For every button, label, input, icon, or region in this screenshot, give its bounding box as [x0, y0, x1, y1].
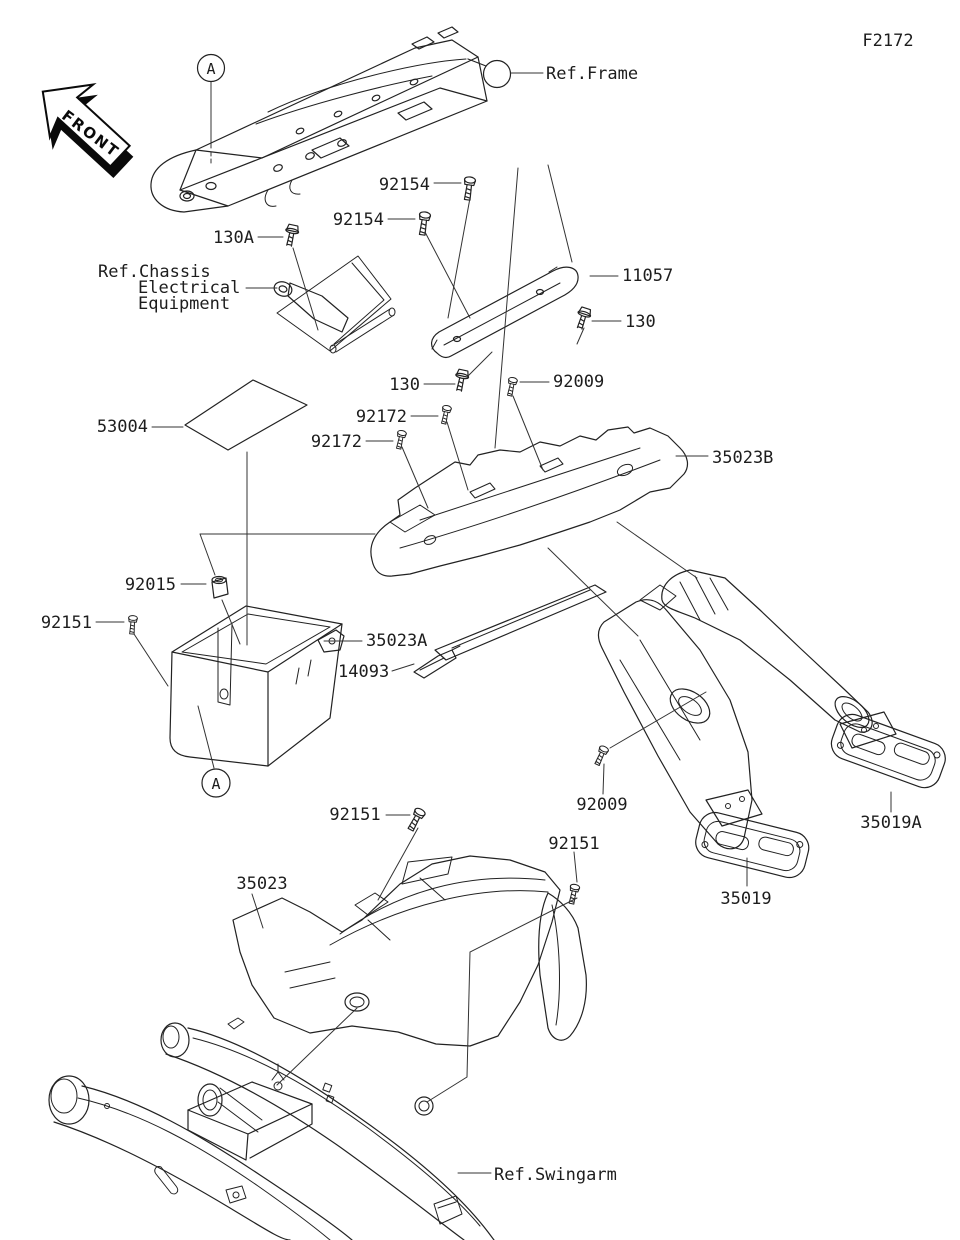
label-14093: 14093	[338, 662, 390, 682]
label-ref-swingarm: Ref.Swingarm	[494, 1165, 617, 1185]
label-130-left: 130	[389, 375, 420, 395]
frame-drawing	[151, 27, 511, 212]
label-ref-chassis-line3: Equipment	[138, 294, 231, 314]
page-code: F2172	[862, 31, 914, 51]
bolt-130a	[283, 224, 300, 247]
screw-92151-right	[567, 884, 580, 905]
detail-marker-top	[198, 55, 225, 82]
bolt-130-left	[453, 369, 470, 392]
label-92009-lower: 92009	[576, 795, 628, 815]
front-arrow-label: FRONT	[58, 106, 123, 162]
label-92009-upper: 92009	[553, 372, 605, 392]
label-92015: 92015	[124, 575, 176, 595]
label-35023: 35023	[236, 874, 288, 894]
label-35023a: 35023A	[366, 631, 428, 651]
label-92151-middle: 92151	[329, 805, 381, 825]
label-ref-chassis-line1: Ref.Chassis	[98, 262, 211, 282]
detail-marker-bottom	[202, 769, 230, 797]
label-92172-upper: 92172	[355, 407, 407, 427]
label-35023b: 35023B	[712, 448, 774, 468]
label-ref-chassis-line2: Electrical	[138, 278, 241, 298]
label-92154-lower: 92154	[332, 210, 384, 230]
label-92151-left: 92151	[40, 613, 92, 633]
battery-box-drawing	[170, 606, 344, 766]
bolt-130-right	[573, 306, 592, 330]
label-130a: 130A	[213, 228, 254, 248]
damper-92015-drawing	[212, 577, 228, 599]
label-11057: 11057	[622, 266, 674, 286]
label-35019a: 35019A	[860, 813, 922, 833]
screw-92154-upper	[462, 176, 476, 200]
tail-bracket-rear-drawing	[662, 570, 896, 748]
sheet-53004-drawing	[185, 380, 307, 450]
plate-11057-drawing	[432, 267, 579, 357]
label-92154-upper: 92154	[378, 175, 430, 195]
label-35019: 35019	[720, 889, 772, 909]
label-130-right: 130	[625, 312, 656, 332]
front-arrow	[19, 63, 153, 190]
label-ref-frame: Ref.Frame	[546, 64, 639, 84]
swingarm-drawing	[49, 1018, 494, 1240]
screw-92151-middle	[406, 807, 427, 832]
screw-92151-left	[127, 615, 137, 634]
screw-92172-lower	[394, 430, 406, 450]
screw-92172-upper	[439, 405, 451, 425]
label-92172-lower: 92172	[310, 432, 362, 452]
reflector-35019-drawing	[692, 809, 812, 881]
fender-assembly-35023b-drawing	[371, 427, 688, 660]
label-92151-right: 92151	[548, 834, 600, 854]
screw-92009-upper	[505, 377, 517, 397]
screw-92154-lower	[417, 211, 431, 235]
label-53004: 53004	[96, 417, 148, 437]
screw-92009-lower	[593, 745, 609, 767]
detail-marker-top-letter: A	[206, 60, 216, 78]
chassis-bracket-drawing	[272, 256, 395, 353]
detail-marker-bottom-letter: A	[211, 775, 221, 793]
